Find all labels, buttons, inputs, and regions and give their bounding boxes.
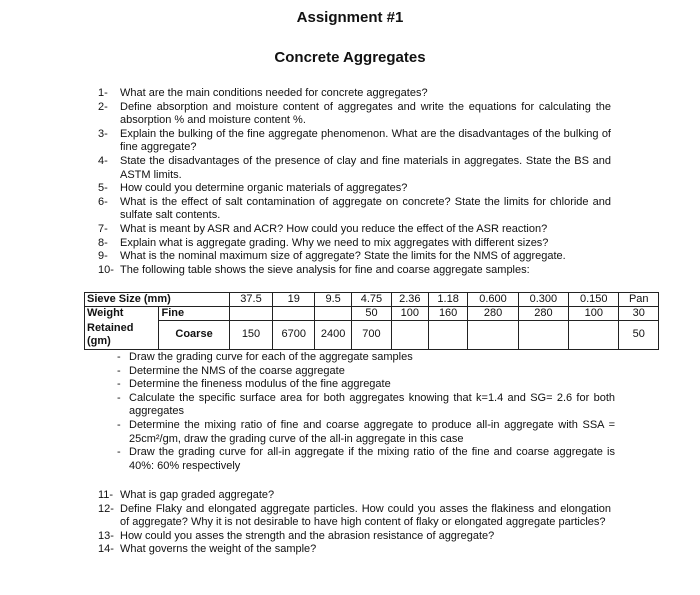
- question-text: Define absorption and moisture content of aggregates and write the equations for calculating the absorption % and moisture content %.: [120, 100, 611, 127]
- question-item: [98, 128, 611, 155]
- sieve-size-cell: 0.600: [468, 293, 518, 307]
- question-text: What are the main conditions needed for concrete aggregates?: [120, 87, 428, 99]
- question-item: [98, 264, 611, 278]
- question-item: [98, 237, 611, 251]
- sieve-size-cell: 1.18: [428, 293, 467, 307]
- task-text: Draw the grading curve for each of the aggregate samples: [129, 351, 413, 363]
- dash-marker: -: [117, 378, 121, 391]
- coarse-cell: 150: [229, 321, 273, 350]
- sieve-size-cell: 2.36: [391, 293, 428, 307]
- question-text: Explain what is aggregate grading. Why we need to mix aggregates with different sizes?: [120, 236, 549, 249]
- retained-label: Retained: [87, 321, 134, 334]
- sieve-size-cell: 4.75: [352, 293, 391, 307]
- question-text: What is gap graded aggregate?: [120, 489, 275, 501]
- coarse-cell: 2400: [315, 321, 352, 350]
- fine-cell: 50: [352, 307, 391, 321]
- question-text: The following table shows the sieve analysis for fine and coarse aggregate samples:: [120, 263, 530, 276]
- coarse-label: Coarse: [159, 321, 229, 350]
- question-text: What is the nominal maximum size of aggregate? State the limits for the NMS of aggregate.: [120, 250, 566, 263]
- question-item: [98, 155, 611, 182]
- fine-cell: 160: [428, 307, 467, 321]
- question-text: What is the effect of salt contamination of aggregate on concrete? State the limits for chloride and sulfate salt contents.: [120, 195, 611, 222]
- task-text: Determine the fineness modulus of the fine aggregate: [129, 378, 391, 391]
- table-row-coarse: [85, 321, 659, 350]
- question-item: [98, 223, 611, 237]
- task-text: Calculate the specific surface area for both aggregates knowing that k=1.4 and SG= 2.6 for both aggregates: [129, 391, 615, 418]
- fine-cell: [229, 307, 273, 321]
- task-item: [117, 365, 615, 379]
- question-number: 4-: [98, 154, 108, 167]
- page-title: Assignment #1: [296, 9, 404, 26]
- table-header-row: [85, 293, 659, 307]
- dash-marker: -: [117, 364, 121, 377]
- fine-cell: 100: [569, 307, 619, 321]
- coarse-cell: 6700: [273, 321, 315, 350]
- question-text: State the disadvantages of the presence of clay and fine materials in aggregates. State the BS and ASTM limits.: [120, 154, 611, 181]
- coarse-cell: [468, 321, 518, 350]
- question-number: 10-: [98, 263, 114, 276]
- page-subtitle: Concrete Aggregates: [274, 49, 426, 66]
- coarse-cell: 700: [352, 321, 391, 350]
- question-text: How could you determine organic materials of aggregates?: [120, 182, 408, 195]
- gm-label: (gm): [87, 334, 111, 347]
- question-text: What governs the weight of the sample?: [120, 543, 317, 556]
- question-item: [98, 87, 611, 101]
- question-item: [98, 489, 611, 503]
- table-row-fine: [85, 307, 659, 321]
- fine-label: Fine: [159, 307, 229, 321]
- question-number: 2-: [98, 100, 108, 113]
- question-number: 9-: [98, 250, 108, 263]
- sieve-analysis-table: [84, 292, 659, 350]
- question-number: 3-: [98, 127, 108, 140]
- sieve-size-cell: Pan: [619, 293, 659, 307]
- question-number: 1-: [98, 87, 108, 99]
- task-text: Determine the mixing ratio of fine and coarse aggregate to produce all-in aggregate with SSA = 25cm²/gm, draw the grading curve of the all-in aggregate in this case: [129, 418, 615, 445]
- question-item: [98, 503, 611, 530]
- question-item: [98, 530, 611, 544]
- question-number: 5-: [98, 182, 108, 195]
- coarse-cell: [391, 321, 428, 350]
- fine-cell: 280: [468, 307, 518, 321]
- question-list: [98, 87, 611, 277]
- question-number: 14-: [98, 543, 114, 556]
- dash-marker: -: [117, 391, 121, 404]
- question-number: 11-: [98, 489, 114, 501]
- task-text: Draw the grading curve for all-in aggregate if the mixing ratio of the fine and coarse aggregate is 40%: 60% respectively: [129, 446, 615, 472]
- task-list: [117, 351, 615, 473]
- dash-marker: -: [117, 446, 121, 459]
- task-item: [117, 351, 615, 365]
- question-number: 6-: [98, 195, 108, 208]
- fine-cell: 280: [518, 307, 568, 321]
- question-text: How could you asses the strength and the abrasion resistance of aggregate?: [120, 529, 495, 542]
- sieve-size-header: Sieve Size (mm): [85, 293, 230, 307]
- question-item: [98, 196, 611, 223]
- question-number: 13-: [98, 529, 114, 542]
- sieve-size-cell: 0.300: [518, 293, 568, 307]
- question-text: What is meant by ASR and ACR? How could you reduce the effect of the ASR reaction?: [120, 222, 548, 235]
- question-item: [98, 182, 611, 196]
- dash-marker: -: [117, 351, 121, 363]
- task-item: [117, 378, 615, 392]
- coarse-cell: [428, 321, 467, 350]
- question-item: [98, 250, 611, 264]
- sieve-size-cell: 0.150: [569, 293, 619, 307]
- task-item: [117, 392, 615, 419]
- fine-cell: [315, 307, 352, 321]
- question-list-2: [98, 489, 611, 557]
- task-item: [117, 419, 615, 446]
- fine-cell: 100: [391, 307, 428, 321]
- question-item: [98, 101, 611, 128]
- question-number: 8-: [98, 236, 108, 249]
- dash-marker: -: [117, 418, 121, 431]
- sieve-size-cell: 19: [273, 293, 315, 307]
- fine-cell: 30: [619, 307, 659, 321]
- question-text: Explain the bulking of the fine aggregate phenomenon. What are the disadvantages of the bulking of fine aggregate?: [120, 127, 611, 154]
- retained-label-cell: [85, 321, 159, 350]
- question-number: 12-: [98, 502, 114, 515]
- coarse-cell: 50: [619, 321, 659, 350]
- coarse-cell: [518, 321, 568, 350]
- question-item: [98, 543, 611, 557]
- weight-label: Weight: [85, 307, 159, 321]
- fine-cell: [273, 307, 315, 321]
- sieve-size-cell: 9.5: [315, 293, 352, 307]
- sieve-size-cell: 37.5: [229, 293, 273, 307]
- task-item: [117, 446, 615, 473]
- coarse-cell: [569, 321, 619, 350]
- question-text: Define Flaky and elongated aggregate particles. How could you asses the flakiness and elongation of aggregate? Why it is not desirable to have high content of flaky or elongated aggregate particles?: [120, 502, 611, 529]
- question-number: 7-: [98, 222, 108, 235]
- task-text: Determine the NMS of the coarse aggregate: [129, 364, 345, 377]
